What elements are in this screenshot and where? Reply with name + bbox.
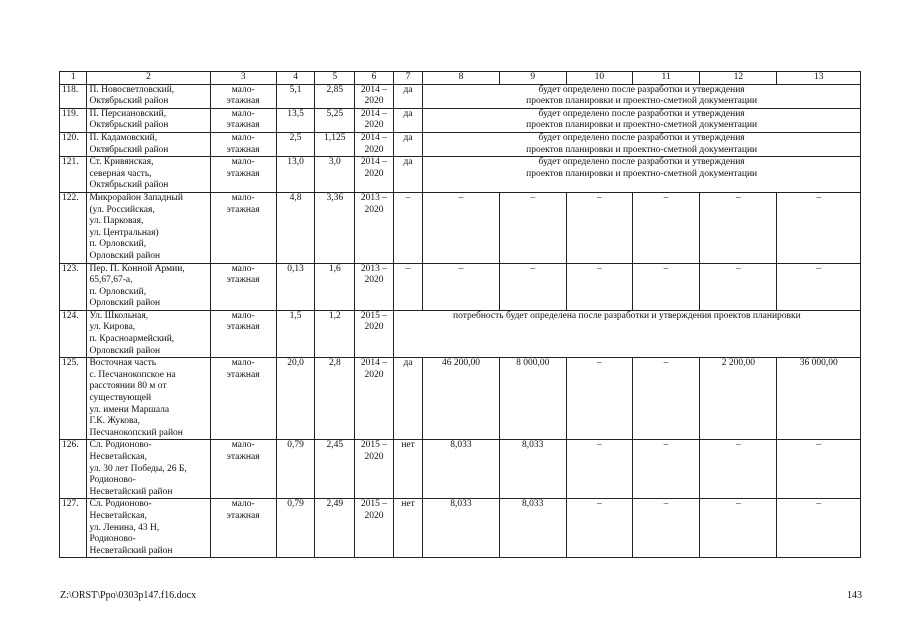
cell-col4: 0,79 [276,440,315,499]
cell-period: 2015 – 2020 [355,440,394,499]
object-name: Пер. П. Конной Армии, 65,67,67-а, п. Орловский, Орловский район [87,263,210,310]
cell-col10: – [566,263,632,310]
row-number: 123. [60,263,87,310]
cell-col10: – [566,499,632,558]
table-row [60,84,861,108]
cell-period: 2014 – 2020 [355,84,394,108]
table-row [60,358,861,440]
cell-col13: – [777,499,861,558]
cell-col10: – [566,192,632,263]
row-number: 126. [60,440,87,499]
row-number: 127. [60,499,87,558]
cell-col13: 36 000,00 [777,358,861,440]
cell-col7: – [393,192,423,263]
cell-col11: – [632,192,699,263]
merged-note: будет определено после разработки и утверждения проектов планировки и проектно-сметной документации [423,157,861,193]
merged-note: будет определено после разработки и утверждения проектов планировки и проектно-сметной документации [423,132,861,156]
building-type: мало- этажная [210,310,276,357]
cell-col5: 5,25 [315,108,355,132]
cell-col8: – [423,263,499,310]
building-type: мало- этажная [210,440,276,499]
table-row [60,440,861,499]
cell-col11: – [632,358,699,440]
cell-col5: 2,49 [315,499,355,558]
table-row [60,132,861,156]
header-cell: 13 [777,72,861,85]
row-number: 122. [60,192,87,263]
row-number: 119. [60,108,87,132]
cell-col5: 1,6 [315,263,355,310]
object-name: Микрорайон Западный (ул. Российская, ул. Парковая, ул. Центральная) п. Орловский, Орловский район [87,192,210,263]
merged-note: потребность будет определена после разработки и утверждения проектов планировки [393,310,860,357]
header-cell: 7 [393,72,423,85]
object-name: Ст. Кривянская, северная часть, Октябрьский район [87,157,210,193]
cell-period: 2015 – 2020 [355,310,394,357]
cell-col12: – [700,263,777,310]
header-cell: 11 [632,72,699,85]
cell-col13: – [777,192,861,263]
header-cell: 10 [566,72,632,85]
building-type: мало- этажная [210,132,276,156]
document-table [59,71,861,558]
building-type: мало- этажная [210,157,276,193]
building-type: мало- этажная [210,263,276,310]
cell-col9: – [499,192,566,263]
header-cell: 4 [276,72,315,85]
cell-period: 2014 – 2020 [355,358,394,440]
object-name: Сл. Родионово- Несветайская, ул. Ленина, 43 Н, Родионово- Несветайский район [87,499,210,558]
cell-col7: да [393,108,423,132]
cell-col7: нет [393,499,423,558]
cell-col8: 8,033 [423,499,499,558]
footer-page-number: 143 [847,590,862,601]
cell-col5: 1,2 [315,310,355,357]
cell-col8: 8,033 [423,440,499,499]
cell-col4: 13,0 [276,157,315,193]
header-cell: 12 [700,72,777,85]
cell-col12: 2 200,00 [700,358,777,440]
table-row [60,192,861,263]
cell-col10: – [566,358,632,440]
cell-col9: 8,033 [499,440,566,499]
cell-col7: да [393,157,423,193]
cell-col5: 1,125 [315,132,355,156]
cell-col4: 4,8 [276,192,315,263]
cell-period: 2014 – 2020 [355,132,394,156]
cell-col4: 5,1 [276,84,315,108]
cell-col8: 46 200,00 [423,358,499,440]
header-cell: 6 [355,72,394,85]
cell-col5: 2,85 [315,84,355,108]
cell-col11: – [632,499,699,558]
cell-col9: 8,033 [499,499,566,558]
cell-col4: 0,79 [276,499,315,558]
cell-col4: 13,5 [276,108,315,132]
object-name: П. Кадамовский, Октябрьский район [87,132,210,156]
footer-file-path: Z:\ORST\Ppo\0303p147.f16.docx [60,590,197,601]
cell-col9: 8 000,00 [499,358,566,440]
cell-period: 2015 – 2020 [355,499,394,558]
object-name: Сл. Родионово- Несветайская, ул. 30 лет Победы, 26 Б, Родионово- Несветайский район [87,440,210,499]
cell-col12: – [700,440,777,499]
merged-note: будет определено после разработки и утверждения проектов планировки и проектно-сметной документации [423,84,861,108]
cell-period: 2014 – 2020 [355,157,394,193]
object-name: Восточная часть с. Песчанокопское на расстоянии 80 м от существующей ул. имени Маршала Г.К. Жукова, Песчанокопский район [87,358,210,440]
cell-col8: – [423,192,499,263]
cell-col13: – [777,263,861,310]
cell-period: 2013 – 2020 [355,263,394,310]
cell-col7: нет [393,440,423,499]
header-cell: 2 [87,72,210,85]
cell-period: 2014 – 2020 [355,108,394,132]
merged-note: будет определено после разработки и утверждения проектов планировки и проектно-сметной документации [423,108,861,132]
table-row [60,499,861,558]
cell-col13: – [777,440,861,499]
building-type: мало- этажная [210,84,276,108]
cell-col7: – [393,263,423,310]
header-cell: 9 [499,72,566,85]
table-row [60,263,861,310]
cell-col4: 0,13 [276,263,315,310]
cell-col12: – [700,499,777,558]
object-name: П. Персиановский, Октябрьский район [87,108,210,132]
cell-col11: – [632,440,699,499]
header-cell: 1 [60,72,87,85]
cell-col5: 2,8 [315,358,355,440]
row-number: 121. [60,157,87,193]
cell-col4: 2,5 [276,132,315,156]
row-number: 124. [60,310,87,357]
cell-col5: 3,0 [315,157,355,193]
table-row [60,310,861,357]
row-number: 120. [60,132,87,156]
cell-col10: – [566,440,632,499]
row-number: 125. [60,358,87,440]
cell-col5: 2,45 [315,440,355,499]
table-row [60,108,861,132]
cell-col12: – [700,192,777,263]
building-type: мало- этажная [210,358,276,440]
cell-col7: да [393,358,423,440]
object-name: П. Новосветловский, Октябрьский район [87,84,210,108]
header-row [60,72,861,85]
row-number: 118. [60,84,87,108]
cell-col7: да [393,84,423,108]
cell-col4: 1,5 [276,310,315,357]
object-name: Ул. Школьная, ул. Кирова, п. Красноармейский, Орловский район [87,310,210,357]
cell-col11: – [632,263,699,310]
header-cell: 3 [210,72,276,85]
building-type: мало- этажная [210,499,276,558]
header-cell: 5 [315,72,355,85]
cell-col5: 3,36 [315,192,355,263]
building-type: мало- этажная [210,108,276,132]
cell-period: 2013 – 2020 [355,192,394,263]
cell-col9: – [499,263,566,310]
building-type: мало- этажная [210,192,276,263]
cell-col4: 20,0 [276,358,315,440]
cell-col7: да [393,132,423,156]
header-cell: 8 [423,72,499,85]
table-row [60,157,861,193]
